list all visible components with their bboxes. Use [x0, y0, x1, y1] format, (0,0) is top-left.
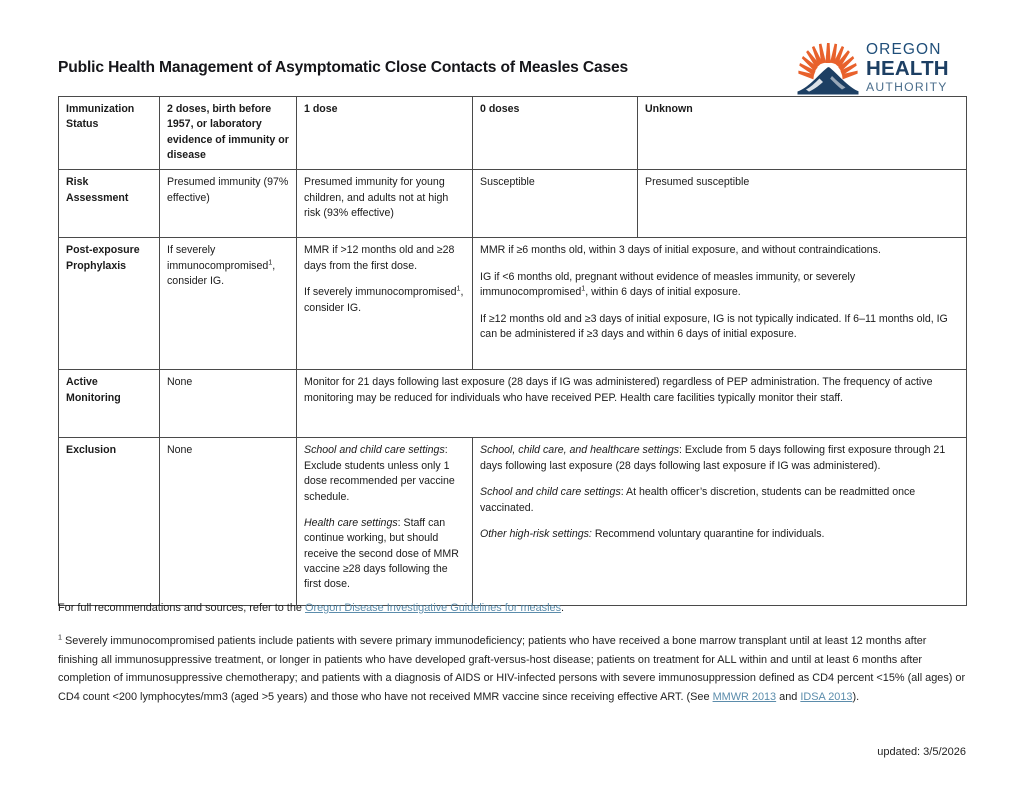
paragraph: MMR if >12 months old and ≥28 days from the first dose.: [304, 244, 455, 272]
cell-risk-one-dose: Presumed immunity for young children, and adults not at high risk (93% effective): [297, 170, 473, 238]
document-header: [58, 40, 966, 94]
paragraph: [304, 516, 465, 593]
text-fragment: , within 6 days of initial exposure.: [585, 286, 741, 299]
table-row-risk-assessment: [59, 170, 967, 238]
footnote-marker: 1: [58, 632, 62, 642]
row-header-line1: Active: [66, 376, 98, 389]
text-fragment: IG if <6 months old, pregnant without evidence of measles immunity, or severely immunocompromised: [480, 270, 856, 299]
paragraph: [480, 527, 959, 542]
footer-notes: [58, 599, 968, 707]
row-header-line1: Post-exposure: [66, 244, 140, 257]
text-fragment: For full recommendations and sources, refer to the: [58, 602, 305, 614]
column-header-one-dose: 1 dose: [297, 97, 473, 170]
idsa-2013-link[interactable]: IDSA 2013: [800, 691, 853, 703]
cell-monitoring-two-doses: None: [160, 370, 297, 438]
emphasis-setting: Other high-risk settings:: [480, 527, 592, 540]
cell-risk-zero-doses: Susceptible: [473, 170, 638, 238]
mmwr-2013-link[interactable]: MMWR 2013: [712, 691, 777, 703]
paragraph: [304, 285, 465, 316]
table-row-active-monitoring: [59, 370, 967, 438]
logo-line-health: HEALTH: [866, 56, 949, 80]
text-fragment: , consider IG.: [167, 259, 276, 288]
row-header-exclusion: [59, 438, 160, 606]
updated-date: updated: 3/5/2026: [877, 746, 966, 758]
cell-pep-one-dose: [297, 238, 473, 370]
cell-exclusion-zero-and-unknown: [473, 438, 967, 606]
emphasis-setting: School and child care settings: [480, 486, 621, 499]
table-row-post-exposure-prophylaxis: [59, 238, 967, 370]
text-fragment: : Exclude students unless only 1 dose recommended per vaccine schedule.: [304, 444, 455, 503]
row-header-post-exposure-prophylaxis: [59, 238, 160, 370]
text-fragment: Severely immunocompromised patients include patients with severe primary immunodeficiency; patients who have received a bone marrow transplant until at least 12 months after finishing all immunosuppressive treatment, or longer in patients who have developed graft-versus-host disease; patients on treatment for ALL within and until at least 6 months after completion of immunosuppressive chemotherapy; and patients with a diagnosis of AIDS or HIV-infected persons with severe immunosuppression defined as CD4 percent <15% (all ages) or CD4 count <200 lymphocytes/mm3 (aged >5 years) and those who have not received MMR vaccine since receiving effective ART. (See: [58, 634, 966, 703]
cell-exclusion-one-dose: [297, 438, 473, 606]
text-fragment: : Staff can continue working, but should receive the second dose of MMR vaccine ≥28 days following the first dose.: [304, 516, 459, 591]
emphasis-setting: Health care settings: [304, 516, 398, 529]
logo-line-authority: AUTHORITY: [866, 80, 948, 94]
row-header-active-monitoring: [59, 370, 160, 438]
logo-wordmark: [866, 42, 966, 93]
footnote-1: [58, 632, 968, 707]
paragraph: [167, 243, 289, 289]
footnote-ref: 1: [456, 283, 461, 293]
text-fragment: and: [776, 691, 801, 703]
table-header-row: [59, 97, 967, 170]
row-header-line2: Monitoring: [66, 391, 121, 404]
column-header-immunization-status: [59, 97, 160, 170]
column-header-zero-doses: 0 doses: [473, 97, 638, 170]
column-header-unknown: Unknown: [638, 97, 967, 170]
text-fragment: .: [561, 602, 565, 614]
paragraph: MMR if ≥6 months old, within 3 days of initial exposure, and without contraindications.: [480, 244, 881, 257]
text-fragment: If severely immunocompromised: [167, 244, 269, 272]
row-header-line1: Exclusion: [66, 444, 117, 457]
cell-monitoring-merged: Monitor for 21 days following last exposure (28 days if IG was administered) regardless of PEP administration. The frequency of active monitoring may be reduced for individuals who have received PEP. Health care facilities typically monitor their staff.: [297, 370, 967, 438]
logo-line-oregon: OREGON: [866, 41, 942, 58]
paragraph: [480, 485, 959, 516]
text-fragment: : Exclude from 5 days following first exposure through 21 days following last exposure (28 days following last exposure if IG was administered).: [480, 444, 946, 472]
cell-pep-zero-and-unknown: [473, 238, 967, 370]
close-contact-management-table: [58, 96, 967, 606]
oregon-health-authority-logo: [796, 40, 966, 98]
emphasis-setting: School, child care, and healthcare settings: [480, 444, 680, 457]
cell-risk-two-doses: Presumed immunity (97% effective): [160, 170, 297, 238]
emphasis-setting: School and child care settings: [304, 444, 445, 457]
full-recommendations-line: [58, 599, 968, 618]
table-row-exclusion: [59, 438, 967, 606]
paragraph: [304, 443, 465, 504]
paragraph: [480, 443, 959, 474]
text-fragment: : At health officer’s discretion, students can be readmitted once vaccinated.: [480, 486, 916, 514]
sunburst-mountain-icon: [796, 40, 860, 97]
row-header-line2: Assessment: [66, 191, 129, 204]
oregon-disease-investigative-guidelines-link[interactable]: Oregon Disease Investigative Guidelines for measles: [304, 602, 562, 614]
footnote-ref: 1: [581, 283, 586, 293]
row-header-line2: Prophylaxis: [66, 259, 127, 272]
text-fragment: ).: [852, 691, 860, 703]
header-label-line2: Status: [66, 118, 99, 131]
footnote-ref: 1: [268, 257, 273, 267]
cell-risk-unknown: Presumed susceptible: [638, 170, 967, 238]
text-fragment: Recommend voluntary quarantine for individuals.: [591, 527, 825, 540]
page-title: Public Health Management of Asymptomatic Close Contacts of Measles Cases: [58, 59, 629, 76]
guidance-table-container: [58, 96, 966, 606]
text-fragment: If severely immunocompromised: [304, 286, 457, 299]
paragraph: [480, 270, 959, 301]
text-fragment: , consider IG.: [304, 286, 464, 314]
header-label-line1: Immunization: [66, 103, 135, 115]
paragraph: If ≥12 months old and ≥3 days of initial exposure, IG is not typically indicated. If 6–11 months old, IG can be administered if ≥3 days and within 6 days of initial exposure.: [480, 312, 948, 340]
cell-pep-two-doses: [160, 238, 297, 370]
column-header-two-doses: 2 doses, birth before 1957, or laboratory evidence of immunity or disease: [160, 97, 297, 170]
cell-exclusion-two-doses: None: [160, 438, 297, 606]
row-header-risk-assessment: [59, 170, 160, 238]
row-header-line1: Risk: [66, 176, 89, 189]
